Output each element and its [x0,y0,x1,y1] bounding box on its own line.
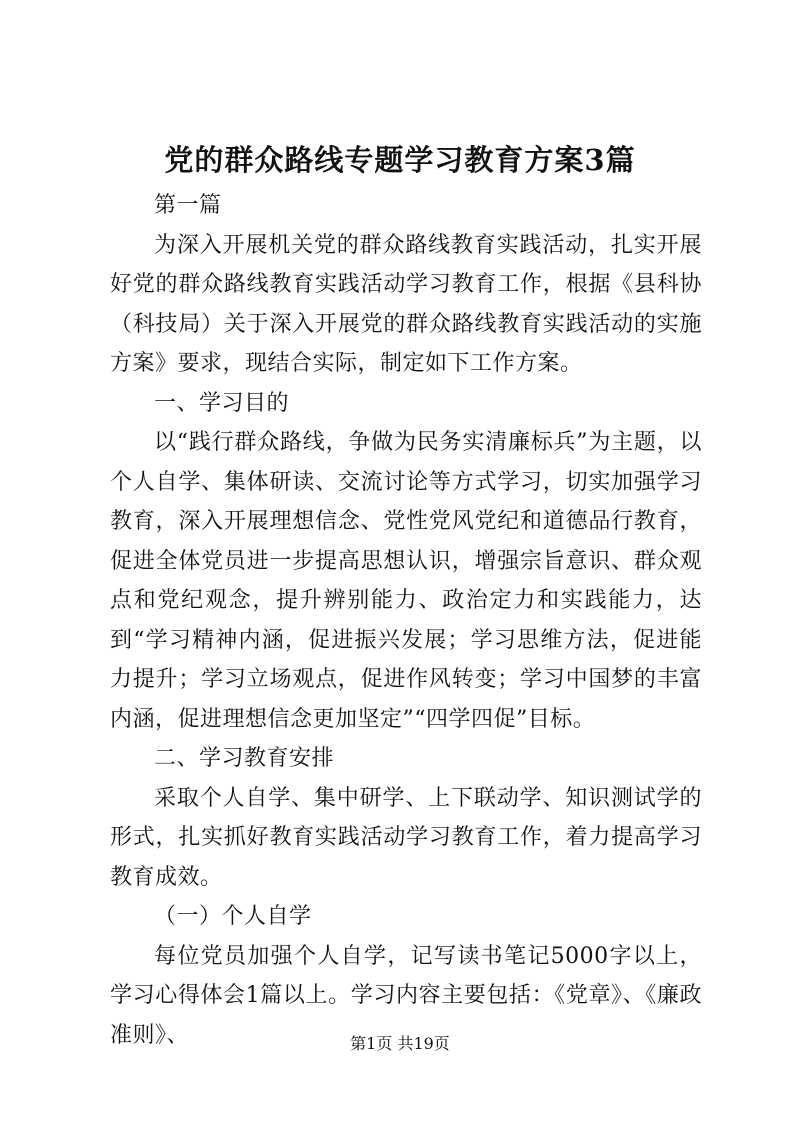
heading-learning-purpose: 一、学习目的 [154,390,290,416]
intro-paragraph: 为深入开展机关党的群众路线教育实践活动，扎实开展好党的群众路线教育实践活动学习教育工作，根据《县科协（科技局）关于深入开展党的群众路线教育实践活动的实施方案》要求，现结合实际，制定如下工作方案。 [110,232,702,376]
heading-learning-arrangement: 二、学习教育安排 [154,746,335,771]
document-title: 党的群众路线专题学习教育方案3篇 [164,143,636,177]
self-study-paragraph: 每位党员加强个人自学，记写读书笔记5000字以上，学习心得体会1篇以上。学习内容主要包括：《党章》、《廉政准则》、 [110,943,702,1048]
section-label: 第一篇 [154,193,222,218]
heading-self-study: （一）个人自学 [154,904,312,929]
document-body [110,186,702,1055]
arrangement-paragraph: 采取个人自学、集中研学、上下联动学、知识测试学的形式，扎实抓好教育实践活动学习教育工作，着力提高学习教育成效。 [110,785,702,890]
purpose-paragraph: 以“践行群众路线，争做为民务实清廉标兵”为主题，以个人自学、集体研读、交流讨论等方式学习，切实加强学习教育，深入开展理想信念、党性党风党纪和道德品行教育，促进全体党员进一步提高思想认识，增强宗旨意识、群众观点和党纪观念，提升辨别能力、政治定力和实践能力，达到“学习精神内涵，促进振兴发展；学习思维方法，促进能力提升；学习立场观点，促进作风转变；学习中国梦的丰富内涵，促进理想信念更加坚定”“四学四促”目标。 [110,430,702,732]
page-number-footer: 第1页 共19页 [350,1034,450,1053]
